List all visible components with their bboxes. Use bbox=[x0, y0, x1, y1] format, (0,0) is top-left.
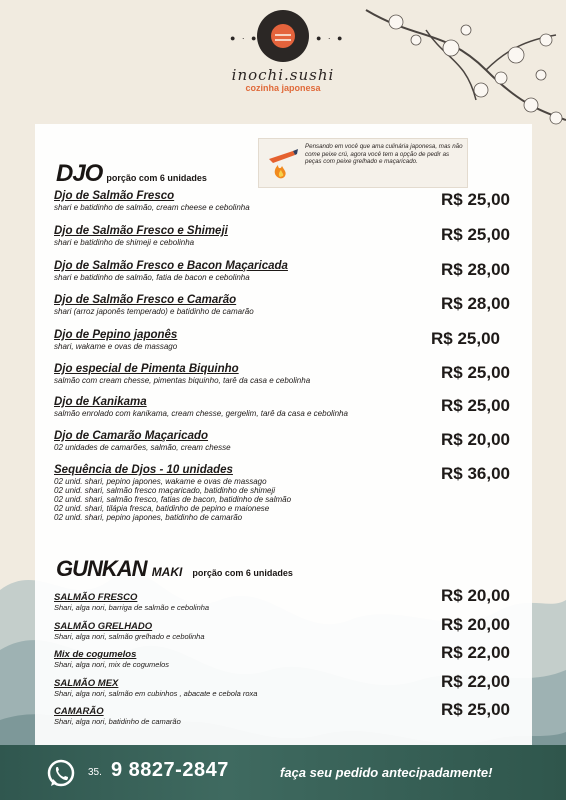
item-description: shari, wakame e ovas de massago bbox=[54, 342, 178, 351]
item-price: R$ 25,00 bbox=[431, 329, 500, 348]
djo-subtitle: porção com 6 unidades bbox=[106, 173, 207, 183]
gunkan-subtitle: porção com 6 unidades bbox=[192, 568, 293, 578]
decorative-dots-left: ● ∙ ● bbox=[230, 33, 259, 43]
item-price: R$ 22,00 bbox=[441, 672, 510, 691]
item-name: Djo especial de Pimenta Biquinho bbox=[54, 363, 239, 375]
combo-line: 02 unid. shari, tilápia fresca, batidinho de pepino e maionese bbox=[54, 504, 270, 513]
item-description: salmão enrolado com kanikama, cream chesse, gergelim, tarê da casa e cebolinha bbox=[54, 409, 348, 418]
item-description: shari e batidinho de salmão, fatia de bacon e cebolinha bbox=[54, 273, 250, 282]
item-description: shari (arroz japonês temperado) e batidinho de camarão bbox=[54, 307, 254, 316]
menu-item bbox=[54, 225, 516, 247]
item-description: Shari, alga nori, barriga de salmão e cebolinha bbox=[54, 603, 210, 612]
item-name: Djo de Kanikama bbox=[54, 396, 147, 408]
item-description: 02 unidades de camarões, salmão, cream chesse bbox=[54, 443, 231, 452]
promo-text: Pensando em você que ama culinária japonesa, mas não come peixe crú, agora você tem a opção de pedir as peças com peixe grelhado e maçaricado. bbox=[305, 143, 463, 166]
combo-line: 02 unid. shari, salmão fresco maçaricado, batidinho de shimeji bbox=[54, 486, 276, 495]
item-price: R$ 20,00 bbox=[441, 586, 510, 605]
item-name: Djo de Salmão Fresco bbox=[54, 190, 175, 202]
combo-item bbox=[54, 464, 516, 522]
djo-title: DJO bbox=[56, 160, 103, 187]
menu-item bbox=[54, 294, 516, 316]
section-title-gunkan bbox=[56, 556, 293, 582]
item-name: SALMÃO MEX bbox=[54, 678, 119, 689]
combo-line: 02 unid. shari, salmão fresco, fatias de bacon, batidinho de salmão bbox=[54, 495, 292, 504]
item-price: R$ 25,00 bbox=[441, 190, 510, 209]
item-price: R$ 28,00 bbox=[441, 260, 510, 279]
menu-item bbox=[54, 396, 516, 418]
item-description: shari e batidinho de shimeji e cebolinha bbox=[54, 238, 195, 247]
combo-line: 02 unid. shari, pepino japones, batidinho de camarão bbox=[54, 513, 243, 522]
menu-item bbox=[54, 363, 516, 385]
menu-item bbox=[54, 672, 516, 698]
combo-name: Sequência de Djos - 10 unidades bbox=[54, 464, 233, 476]
decorative-dots-right: ● ∙ ● bbox=[316, 33, 345, 43]
item-name: Mix de cogumelos bbox=[54, 649, 137, 660]
item-price: R$ 36,00 bbox=[441, 464, 510, 483]
item-price: R$ 20,00 bbox=[441, 615, 510, 634]
menu-item bbox=[54, 190, 516, 212]
item-price: R$ 25,00 bbox=[441, 700, 510, 719]
item-price: R$ 20,00 bbox=[441, 430, 510, 449]
menu-item bbox=[54, 643, 516, 669]
item-description: shari e batidinho de salmão, cream cheese e cebolinha bbox=[54, 203, 250, 212]
gunkan-title: GUNKAN bbox=[56, 556, 147, 581]
item-name: SALMÃO GRELHADO bbox=[54, 621, 153, 632]
menu-item bbox=[54, 700, 516, 726]
brand-tagline: cozinha japonesa bbox=[245, 83, 321, 93]
item-name: Djo de Salmão Fresco e Bacon Maçaricada bbox=[54, 260, 288, 272]
menu-item bbox=[54, 329, 516, 351]
footer-bar bbox=[0, 745, 566, 800]
item-price: R$ 25,00 bbox=[441, 225, 510, 244]
sushi-logo-icon bbox=[257, 10, 309, 62]
item-name: Djo de Camarão Maçaricado bbox=[54, 430, 209, 442]
item-name: SALMÃO FRESCO bbox=[54, 592, 138, 603]
item-name: CAMARÃO bbox=[54, 706, 104, 717]
item-price: R$ 25,00 bbox=[441, 396, 510, 415]
item-price: R$ 25,00 bbox=[441, 363, 510, 382]
item-description: Shari, alga nori, salmão em cubinhos , abacate e cebola roxa bbox=[54, 689, 258, 698]
promo-box bbox=[258, 138, 468, 188]
item-price: R$ 28,00 bbox=[441, 294, 510, 313]
item-description: Shari, alga nori, salmão grelhado e cebolinha bbox=[54, 632, 205, 641]
brand-name: inochi.sushi bbox=[231, 66, 335, 84]
menu-item bbox=[54, 260, 516, 282]
phone-area-code: 35. bbox=[88, 767, 102, 778]
item-name: Djo de Salmão Fresco e Shimeji bbox=[54, 225, 228, 237]
whatsapp-icon[interactable] bbox=[46, 759, 76, 789]
brand-header bbox=[0, 10, 566, 93]
torch-fish-icon bbox=[265, 145, 299, 179]
combo-line: 02 unid. shari, pepino japones, wakame e ovas de massago bbox=[54, 477, 267, 486]
item-name: Djo de Pepino japonês bbox=[54, 329, 178, 341]
item-name: Djo de Salmão Fresco e Camarão bbox=[54, 294, 237, 306]
section-title-djo bbox=[56, 160, 207, 188]
order-cta: faça seu pedido antecipadamente! bbox=[280, 765, 493, 780]
item-description: salmão com cream chesse, pimentas biquinho, tarê da casa e cebolinha bbox=[54, 376, 311, 385]
item-description: Shari, alga nori, batidinho de camarão bbox=[54, 717, 181, 726]
menu-item bbox=[54, 586, 516, 612]
gunkan-title-suffix: MAKI bbox=[151, 565, 183, 579]
item-price: R$ 22,00 bbox=[441, 643, 510, 662]
phone-number[interactable]: 9 8827-2847 bbox=[111, 759, 229, 781]
item-description: Shari, alga nori, mix de cogumelos bbox=[54, 660, 170, 669]
menu-item bbox=[54, 430, 516, 452]
menu-item bbox=[54, 615, 516, 641]
